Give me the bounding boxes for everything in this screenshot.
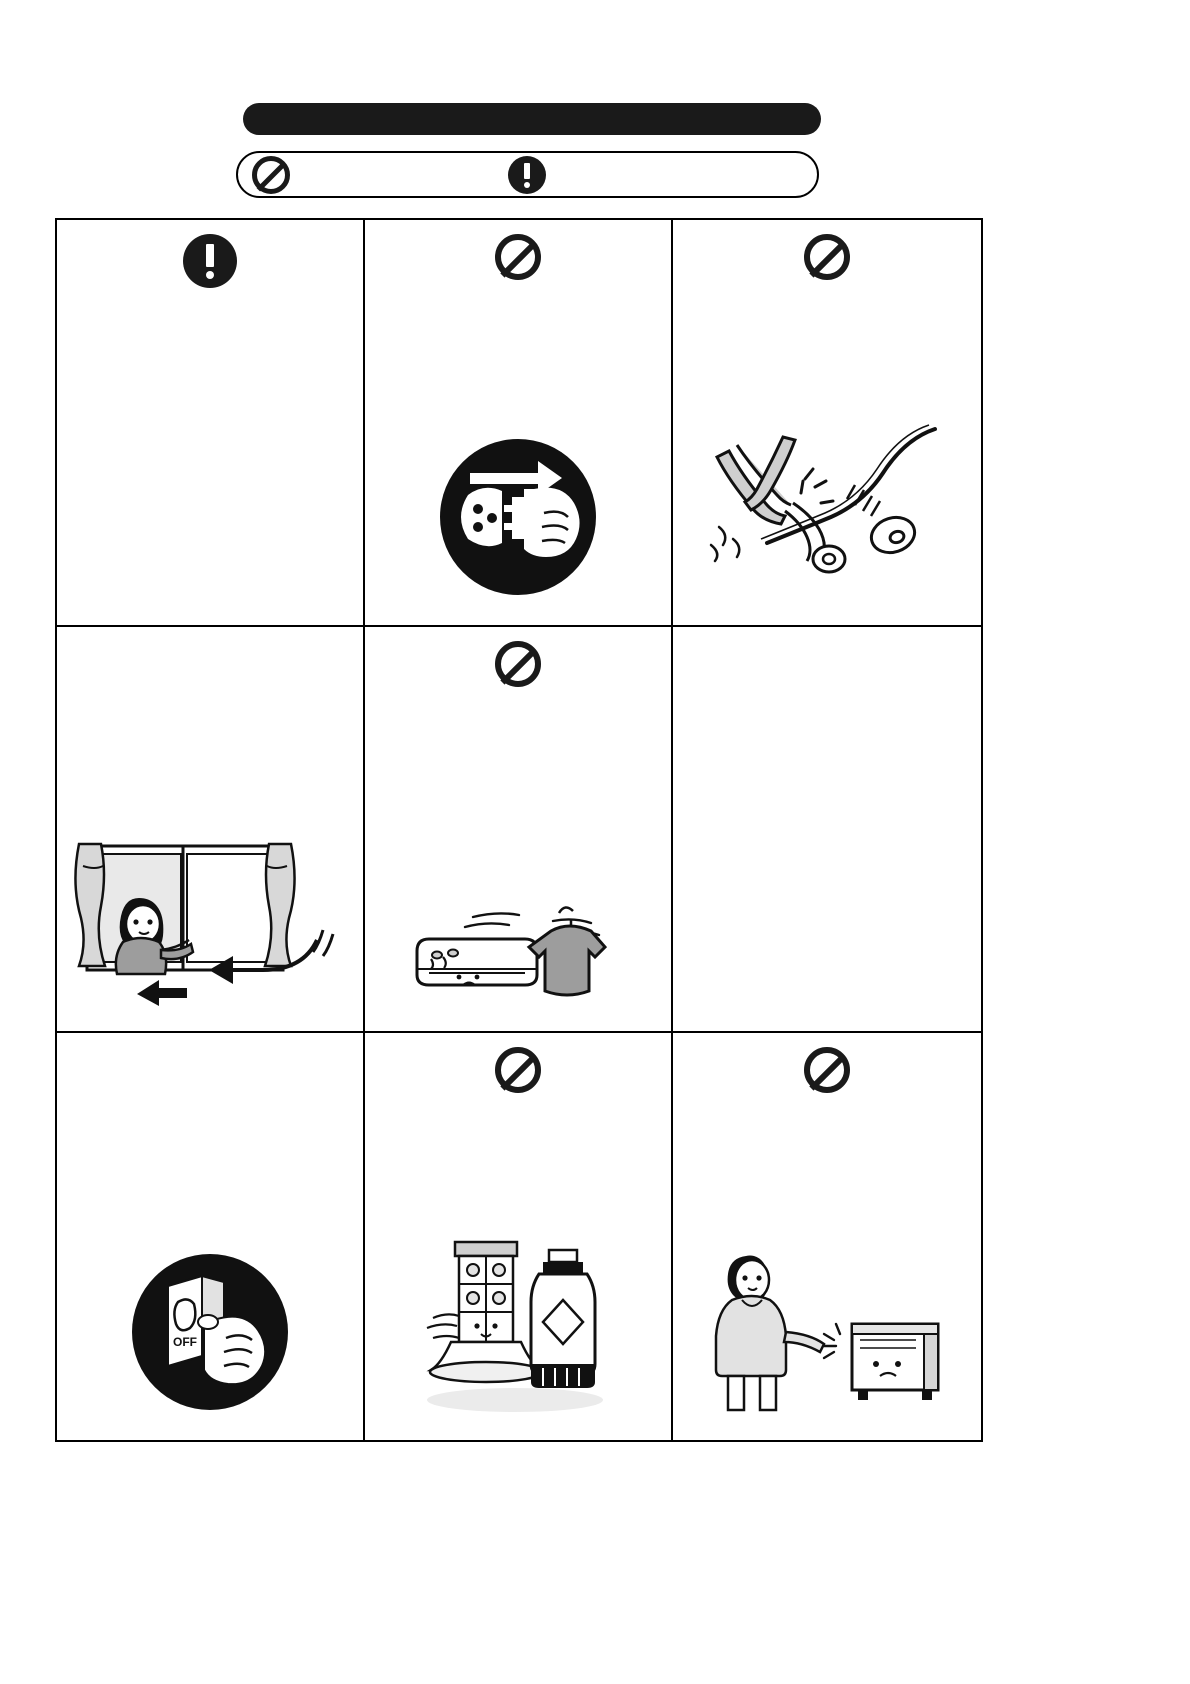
cell-5-symbol xyxy=(381,641,655,697)
prohibition-icon xyxy=(804,234,850,280)
cell-3-illustration xyxy=(673,397,981,607)
legend-mandatory xyxy=(508,153,554,196)
cell-4-illustration xyxy=(57,803,363,1013)
switch-off-icon xyxy=(110,1242,310,1422)
prohibition-icon xyxy=(495,1047,541,1093)
legend-prohibition xyxy=(252,153,298,196)
window-ventilation-icon xyxy=(65,838,355,1013)
safety-cell-5 xyxy=(365,627,673,1034)
cell-3-symbol xyxy=(689,234,965,290)
mandatory-icon xyxy=(183,234,237,288)
cell-6-symbol xyxy=(689,641,965,697)
switch-off-label: OFF xyxy=(173,1334,197,1349)
cell-9-illustration xyxy=(673,1212,981,1422)
prohibition-icon xyxy=(495,641,541,687)
safety-cell-4 xyxy=(57,627,365,1034)
safety-instruction-grid xyxy=(55,218,983,1442)
cell-7-illustration xyxy=(57,1212,363,1422)
safety-cell-1 xyxy=(57,220,365,627)
safety-cell-3 xyxy=(673,220,981,627)
safety-cell-7 xyxy=(57,1033,365,1440)
cell-4-symbol xyxy=(73,641,347,697)
safety-cell-9 xyxy=(673,1033,981,1440)
cell-2-symbol xyxy=(381,234,655,290)
prohibition-icon xyxy=(252,156,290,194)
safety-cell-2 xyxy=(365,220,673,627)
safety-cell-8 xyxy=(365,1033,673,1440)
unplug-by-cord-icon xyxy=(408,417,628,607)
cell-1-symbol xyxy=(73,234,347,290)
person-touching-outdoor-unit-icon xyxy=(702,1232,952,1422)
cell-5-illustration xyxy=(365,803,671,1013)
prohibition-icon xyxy=(495,234,541,280)
prohibition-icon xyxy=(804,1047,850,1093)
section-title-bar xyxy=(243,103,821,135)
cutting-power-cord-icon xyxy=(697,407,957,607)
safety-cell-6 xyxy=(673,627,981,1034)
cell-8-illustration xyxy=(365,1212,671,1422)
cell-9-symbol xyxy=(689,1047,965,1103)
legend-bar xyxy=(236,151,819,198)
mandatory-icon xyxy=(508,156,546,194)
cell-2-illustration xyxy=(365,397,671,607)
cell-7-symbol xyxy=(73,1047,347,1103)
flammable-gas-icon xyxy=(403,1222,633,1422)
cell-8-symbol xyxy=(381,1047,655,1103)
laundry-on-unit-icon xyxy=(403,873,633,1013)
